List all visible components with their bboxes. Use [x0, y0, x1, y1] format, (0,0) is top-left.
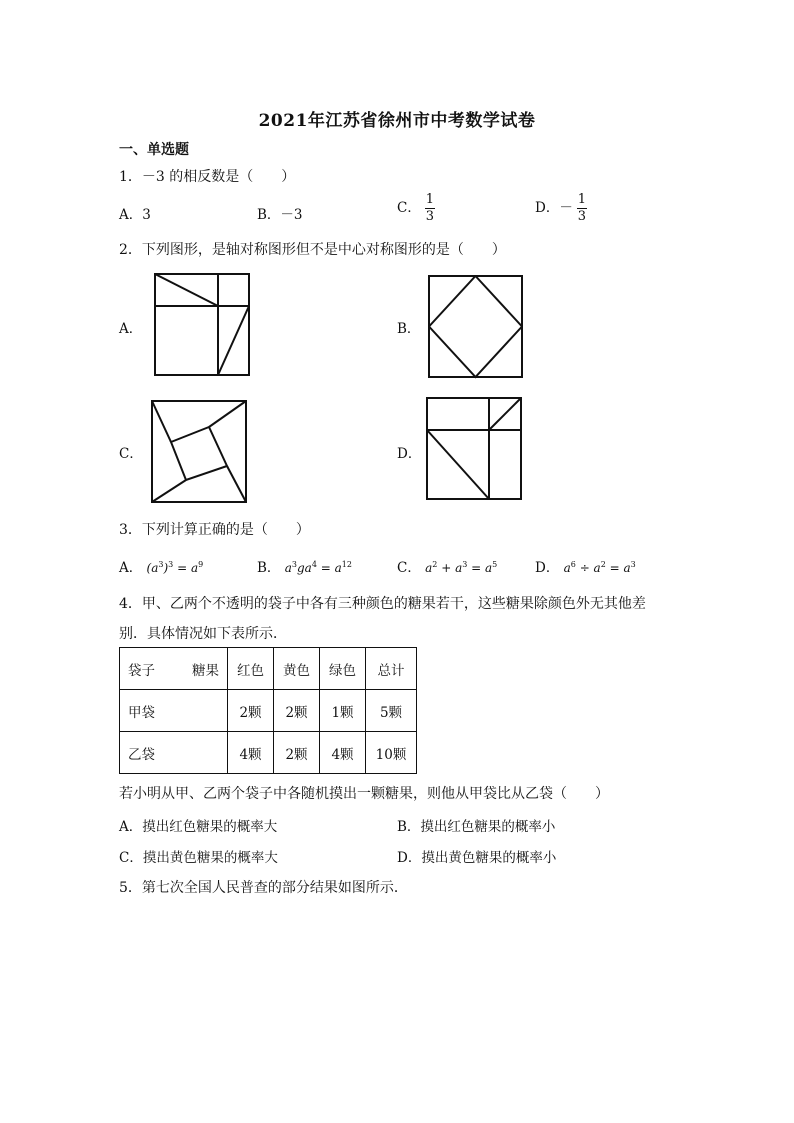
q1-d-numerator: 1 [577, 192, 586, 207]
table-cell: 4颗 [320, 732, 366, 774]
section-heading: 一、单选题 [119, 142, 189, 158]
q3-option-b-expression: $a^3ga^4 = a^{12}$ [284, 560, 352, 575]
q1-option-d-label: D．－ [535, 200, 573, 216]
q1-option-c-fraction [425, 193, 435, 224]
header-total: 总计 [366, 648, 417, 690]
table-cell: 2颗 [274, 732, 320, 774]
q1-option-c [397, 193, 435, 224]
q3-option-d-expression: $a^6 \div a^2 = a^3$ [563, 560, 636, 575]
table-cell: 4颗 [228, 732, 274, 774]
table-cell: 甲袋 [120, 690, 228, 732]
q3-option-d [535, 556, 636, 576]
table-cell: 乙袋 [120, 732, 228, 774]
q4-option-b: B．摸出红色糖果的概率小 [397, 819, 556, 835]
q3-option-c-label: C． [397, 560, 421, 576]
q2-figure-c [151, 400, 247, 504]
q1-option-a: A．3 [119, 207, 151, 223]
q2-option-d-label: D． [397, 446, 422, 462]
q3-option-c [397, 556, 497, 576]
question-4-stem-line-2: 别．具体情况如下表所示． [119, 626, 287, 642]
q3-option-c-expression: $a^2 + a^3 = a^5$ [425, 560, 498, 575]
header-candy: 糖果 [192, 662, 219, 679]
q3-option-a-expression: $(a^3)^3 = a^9$ [146, 560, 204, 575]
q3-option-b [257, 556, 352, 576]
header-yellow: 黄色 [274, 648, 320, 690]
question-3-stem: 3．下列计算正确的是（ ） [119, 522, 310, 538]
table-header-corner [120, 648, 228, 690]
question-5-stem: 5．第七次全国人民普查的部分结果如图所示． [119, 880, 408, 896]
question-4-stem-line-1: 4．甲、乙两个不透明的袋子中各有三种颜色的糖果若干，这些糖果除颜色外无其他差 [119, 596, 646, 612]
table-cell: 5颗 [366, 690, 417, 732]
q4-option-c: C．摸出黄色糖果的概率大 [119, 850, 278, 866]
page-title: 2021年江苏省徐州市中考数学试卷 [258, 111, 536, 131]
q2-option-a-label: A． [119, 321, 143, 337]
q2-option-b-label: B． [397, 321, 421, 337]
q2-figure-d [426, 397, 522, 501]
table-row [120, 732, 417, 774]
q1-option-c-label: C． [397, 200, 421, 216]
q2-figure-b [428, 275, 523, 379]
q4-option-a: A．摸出红色糖果的概率大 [119, 819, 278, 835]
q3-option-a [119, 556, 203, 576]
table-cell: 2颗 [274, 690, 320, 732]
question-1-stem: 1．－3 的相反数是（ ） [119, 169, 296, 185]
q1-c-numerator: 1 [425, 192, 434, 207]
q4-option-d: D．摸出黄色糖果的概率小 [397, 850, 557, 866]
header-red: 红色 [228, 648, 274, 690]
q3-option-d-label: D． [535, 560, 560, 576]
question-2-stem: 2．下列图形，是轴对称图形但不是中心对称图形的是（ ） [119, 242, 506, 258]
q3-option-b-label: B． [257, 560, 281, 576]
table-cell: 2颗 [228, 690, 274, 732]
q3-option-a-label: A． [119, 560, 143, 576]
q1-option-d-fraction [577, 193, 587, 224]
header-green: 绿色 [320, 648, 366, 690]
q1-option-d [535, 193, 587, 224]
table-header-row [120, 648, 417, 690]
header-bag: 袋子 [128, 662, 155, 679]
table-row [120, 690, 417, 732]
table-cell: 1颗 [320, 690, 366, 732]
q1-d-denominator: 3 [577, 209, 586, 224]
table-cell: 10颗 [366, 732, 417, 774]
q2-option-c-label: C． [119, 446, 143, 462]
candy-table [119, 647, 417, 774]
q1-option-b: B．－3 [257, 207, 303, 223]
q1-c-denominator: 3 [425, 209, 434, 224]
q2-figure-a [154, 273, 251, 377]
question-4-question: 若小明从甲、乙两个袋子中各随机摸出一颗糖果，则他从甲袋比从乙袋（ ） [119, 786, 609, 802]
